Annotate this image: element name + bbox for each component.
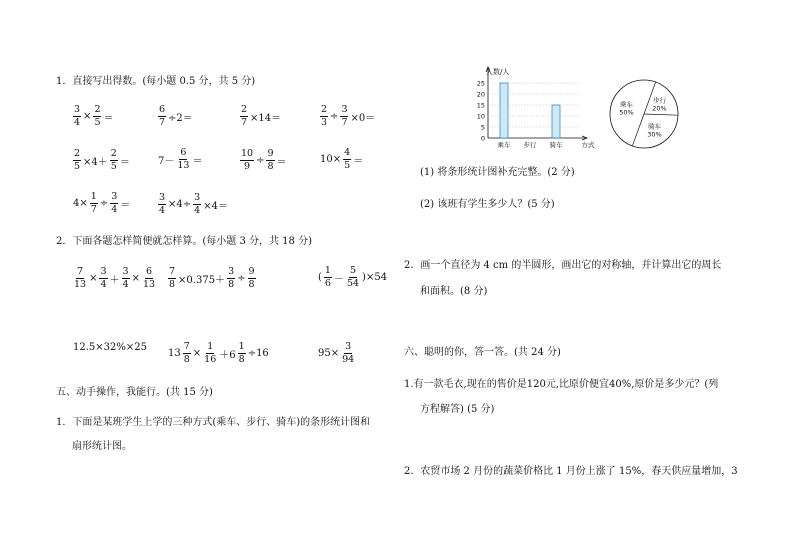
operator-text: ×0.375＋: [178, 275, 226, 286]
q1-expr-2-4: [319, 148, 364, 171]
operator-text: (: [318, 272, 322, 283]
pie-slice-percent: 20%: [652, 104, 667, 113]
operator-text: 13: [168, 348, 181, 359]
denominator: 5: [344, 160, 351, 171]
q2-expr-1-2: [167, 266, 257, 290]
fraction: [176, 148, 190, 171]
x-tick-label: 乘车: [497, 141, 511, 149]
operator-text: ×: [192, 348, 202, 359]
operator-text: ＝: [276, 157, 287, 168]
denominator: 13: [74, 279, 87, 290]
fraction: [110, 192, 118, 215]
operator-text: ×14＝: [250, 113, 282, 124]
q6-1-text-line2: 方程解答) (5 分): [420, 404, 495, 415]
section5-title: 五、动手操作，我能行。(共 15 分): [56, 387, 213, 398]
q1-expr-1-4: [319, 104, 376, 128]
fraction: [73, 105, 81, 128]
q5-1-sub2: (2) 该班有学生多少人？(5 分): [420, 199, 555, 210]
operator-text: 12.5×32%×25: [73, 342, 147, 353]
pie-slice-label: 骑车: [647, 122, 661, 131]
fraction: [110, 149, 118, 172]
bar-1: [500, 83, 508, 138]
operator-text: ÷: [99, 198, 109, 209]
y-tick-label: 0: [480, 134, 485, 143]
fraction: [73, 267, 87, 290]
operator-text: ÷16: [247, 348, 269, 359]
numerator: 2: [241, 104, 248, 115]
q1-title: 1．直接写出得数。(每小题 0.5 分，共 5 分): [56, 76, 256, 87]
operator-text: )×54: [362, 272, 388, 283]
bar-3: [552, 105, 560, 138]
fraction: [122, 267, 130, 290]
denominator: 8: [169, 279, 176, 290]
fraction: [168, 267, 176, 290]
denominator: 8: [248, 279, 255, 290]
numerator: 5: [349, 265, 357, 276]
numerator: 1: [324, 265, 331, 276]
q1-expr-1-3: [239, 104, 282, 128]
numerator: 6: [159, 104, 166, 115]
fraction: [183, 342, 191, 365]
section6-title: 六、聪明的你，答一答。(共 24 分): [404, 347, 561, 358]
bar-chart: [470, 64, 600, 154]
numerator: 3: [74, 104, 81, 115]
denominator: 4: [159, 205, 166, 216]
denominator: 4: [122, 279, 129, 290]
operator-text: ×: [83, 111, 92, 122]
numerator: 7: [169, 266, 176, 277]
numerator: 1: [90, 191, 97, 202]
numerator: 3: [111, 191, 118, 202]
q5-2-text-line2: 和面积。(8 分): [420, 286, 488, 297]
fraction: [238, 342, 246, 365]
operator-text: ＝: [103, 113, 114, 124]
operator-text: ÷: [330, 111, 339, 122]
numerator: 1: [238, 341, 245, 352]
numerator: 3: [159, 192, 166, 203]
operator-text: 4×: [73, 198, 88, 209]
operator-text: ×: [89, 273, 98, 284]
fraction: [320, 105, 328, 128]
denominator: 5: [74, 161, 81, 172]
numerator: 3: [228, 266, 235, 277]
numerator: 3: [194, 192, 201, 203]
fraction: [240, 149, 254, 172]
fraction: [158, 193, 166, 216]
denominator: 8: [183, 354, 190, 365]
operator-text: ＝: [119, 157, 130, 168]
q1-expr-3-2: [157, 192, 229, 216]
operator-text: ÷: [256, 155, 265, 166]
q5-1-text-line1: 1．下面是某班学生上学的三种方式(乘车、步行、骑车)的条形统计图和: [56, 417, 371, 428]
y-tick-label: 10: [476, 112, 485, 121]
operator-text: ×4＝: [203, 201, 228, 212]
fraction: [343, 148, 351, 171]
q1-expr-3-1: [72, 192, 131, 215]
operator-text: ×4＋: [83, 157, 108, 168]
operator-text: －: [333, 274, 344, 285]
denominator: 16: [204, 354, 217, 365]
denominator: 54: [346, 278, 360, 289]
operator-text: ＝: [353, 156, 364, 167]
operator-text: ＝: [192, 156, 203, 167]
numerator: 10: [241, 148, 254, 159]
fraction: [193, 193, 201, 216]
fraction: [142, 267, 156, 290]
numerator: 6: [180, 147, 187, 158]
numerator: 9: [248, 266, 255, 277]
operator-text: ×4÷: [168, 199, 192, 210]
denominator: 9: [244, 161, 251, 172]
operator-text: ÷2＝: [168, 113, 193, 124]
q5-1-text-line2: 扇形统计图。: [72, 441, 132, 452]
denominator: 4: [111, 204, 118, 215]
numerator: 6: [145, 266, 153, 277]
fraction: [203, 342, 217, 365]
pie-slice-percent: 50%: [619, 108, 634, 117]
y-tick-label: 25: [476, 79, 485, 88]
fraction: [346, 266, 360, 289]
y-tick-label: 5: [480, 123, 485, 132]
numerator: 3: [345, 341, 352, 352]
fraction: [266, 149, 274, 172]
pie-slice-percent: 30%: [647, 130, 662, 139]
q6-2-text-line1: 2．农贸市场 2 月份的蔬菜价格比 1 月份上涨了 15%，春天供应量增加，3: [404, 466, 738, 477]
q1-expr-1-1: [72, 104, 114, 128]
y-axis-label: 人数/人: [486, 68, 510, 76]
operator-text: 95×: [318, 348, 340, 359]
numerator: 2: [110, 148, 117, 159]
q2-expr-1-3: [317, 266, 388, 289]
numerator: 7: [183, 341, 190, 352]
fraction: [73, 149, 81, 172]
fraction: [158, 105, 166, 128]
denominator: 3: [321, 117, 328, 128]
x-tick-label: 步行: [523, 141, 537, 149]
denominator: 13: [142, 279, 156, 290]
fraction: [340, 105, 348, 128]
operator-text: ＝: [120, 200, 131, 211]
fraction: [324, 266, 332, 289]
fraction: [93, 105, 101, 128]
denominator: 7: [159, 117, 166, 128]
q1-expr-2-1: [72, 148, 131, 172]
denominator: 13: [177, 160, 190, 171]
q1-expr-2-3: [239, 148, 288, 172]
denominator: 4: [74, 117, 81, 128]
denominator: 94: [342, 354, 355, 365]
q1-expr-2-2: [157, 148, 203, 171]
numerator: 7: [77, 266, 84, 277]
operator-text: ＋6: [219, 350, 236, 361]
numerator: 2: [74, 148, 81, 159]
fraction: [240, 105, 248, 128]
y-tick-label: 20: [476, 90, 485, 99]
operator-text: ＋: [109, 275, 120, 286]
q2-expr-2-2: [167, 342, 270, 365]
numerator: 9: [267, 148, 274, 159]
x-tick-label: 骑车: [549, 141, 563, 149]
denominator: 6: [324, 278, 331, 289]
numerator: 2: [94, 104, 101, 115]
numerator: 3: [341, 104, 348, 115]
pie-slice-label: 步行: [653, 96, 667, 105]
denominator: 8: [267, 161, 274, 172]
denominator: 7: [241, 117, 248, 128]
operator-text: ÷: [237, 273, 246, 284]
numerator: 3: [100, 266, 107, 277]
denominator: 5: [110, 161, 117, 172]
denominator: 4: [100, 279, 107, 290]
fraction: [248, 267, 256, 290]
q2-expr-2-3: [317, 342, 356, 365]
denominator: 8: [228, 279, 235, 290]
fraction: [341, 342, 355, 365]
q2-title: 2．下面各题怎样简便就怎样算。(每小题 3 分，共 18 分): [56, 236, 312, 247]
y-tick-label: 15: [476, 101, 485, 110]
numerator: 4: [344, 147, 351, 158]
denominator: 4: [194, 205, 201, 216]
operator-text: 7－: [158, 156, 175, 167]
numerator: 1: [207, 341, 214, 352]
fraction: [99, 267, 107, 290]
operator-text: ×: [131, 273, 140, 284]
q1-expr-1-2: [157, 104, 194, 128]
denominator: 5: [94, 117, 101, 128]
numerator: 2: [321, 104, 328, 115]
q5-2-text-line1: 2．画一个直径为 4 cm 的半圆形，画出它的对称轴，并计算出它的周长: [404, 260, 722, 271]
fraction: [90, 192, 98, 215]
fraction: [227, 267, 235, 290]
pie-slice-label: 乘车: [619, 100, 633, 109]
operator-text: 10×: [320, 154, 342, 165]
q6-1-text-line1: 1.有一款毛衣,现在的售价是120元,比原价便宜40%,原价是多少元？(列: [404, 379, 719, 390]
denominator: 7: [341, 117, 348, 128]
x-axis-label: 方式: [581, 141, 595, 149]
q5-1-sub1: (1) 将条形统计图补充完整。(2 分): [420, 167, 575, 178]
numerator: 3: [122, 266, 129, 277]
q2-expr-1-1: [72, 266, 157, 290]
operator-text: ×0＝: [350, 113, 376, 124]
pie-chart: [606, 76, 682, 152]
denominator: 8: [238, 354, 245, 365]
denominator: 7: [90, 204, 97, 215]
q2-expr-2-1: [72, 342, 148, 353]
